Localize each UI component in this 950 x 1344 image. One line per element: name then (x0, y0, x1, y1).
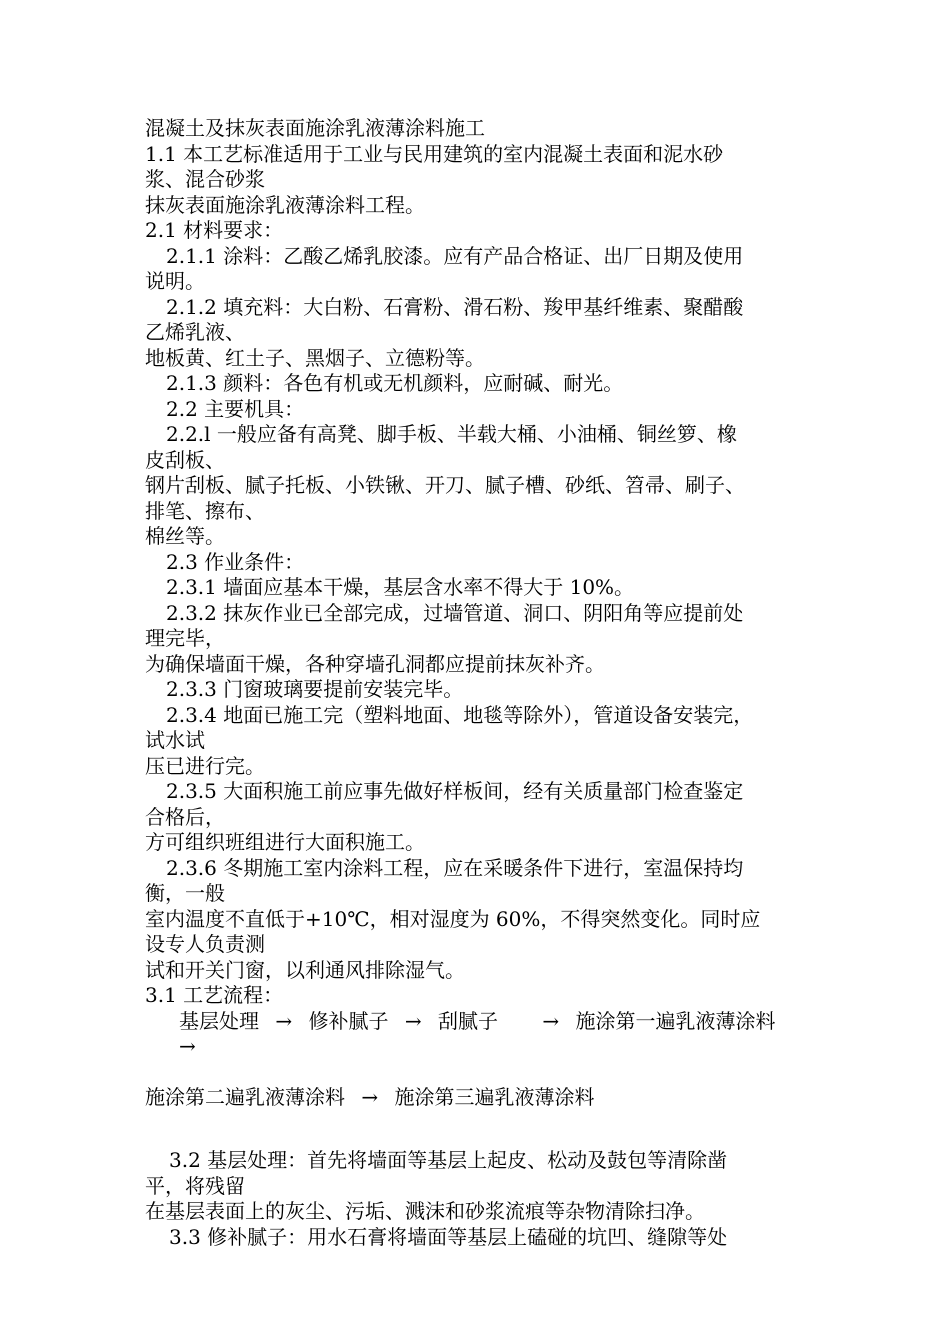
text-line: 皮刮板、 (145, 447, 225, 472)
text-line: 2.3 作业条件： (166, 549, 305, 574)
text-line: 1.1 本工艺标准适用于工业与民用建筑的室内混凝土表面和泥水砂 (145, 141, 724, 166)
text-line: 钢片刮板、腻子托板、小铁锹、开刀、腻子槽、砂纸、笤帚、刷子、 (145, 473, 745, 497)
flow-step: 施涂第二遍乳液薄涂料 (145, 1085, 345, 1109)
text-line: 试水试 (145, 728, 205, 752)
flow-step: 刮腻子 (437, 1008, 498, 1033)
text-line: 2.2.l 一般应备有高凳、脚手板、半载大桶、小油桶、铜丝箩、橡 (166, 422, 737, 446)
text-line: 试和开关门窗，以利通风排除湿气。 (145, 957, 465, 982)
text-line: 浆、混合砂浆 (145, 167, 265, 191)
text-line: 2.3.3 门窗玻璃要提前安装完毕。 (166, 677, 464, 701)
text-line: 在基层表面上的灰尘、污垢、溅沫和砂浆流痕等杂物清除扫净。 (145, 1199, 705, 1223)
text-line: 理完毕， (145, 626, 225, 650)
text-line: 3.2 基层处理：首先将墙面等基层上起皮、松动及鼓包等清除凿 (169, 1148, 728, 1172)
text-line: 2.3.4 地面已施工完（塑料地面、地毯等除外），管道设备安装完， (166, 702, 754, 727)
text-line: 抹灰表面施涂乳液薄涂料工程。 (145, 192, 425, 217)
flow-step: 施涂第三遍乳液薄涂料 (394, 1085, 595, 1109)
text-line: 2.2 主要机具： (166, 396, 305, 421)
flow-arrow: → (361, 1085, 379, 1109)
flow-step: 施涂第一遍乳液薄涂料 (575, 1008, 776, 1033)
text-line: 为确保墙面干燥，各种穿墙孔洞都应提前抹灰补齐。 (145, 651, 605, 676)
blank-line (145, 1060, 835, 1086)
text-line: 室内温度不直低于+10℃，相对湿度为 60%，不得突然变化。同时应 (145, 906, 761, 931)
flow-step: 基层处理 (179, 1008, 259, 1033)
flow-arrow: → (542, 1008, 560, 1033)
paragraph-block (145, 1148, 835, 1250)
flow-arrow: → (179, 1034, 196, 1058)
text-line: 排笔、擦布、 (145, 498, 265, 523)
text-line: 3.1 工艺流程： (145, 983, 284, 1007)
text-line: 压已进行完。 (145, 753, 265, 778)
text-line: 3.3 修补腻子：用水石膏将墙面等基层上磕碰的坑凹、缝隙等处 (169, 1224, 728, 1249)
text-line: 2.3.2 抹灰作业已全部完成，过墙管道、洞口、阴阳角等应提前处 (166, 600, 744, 625)
text-line: 衡，一般 (145, 881, 225, 905)
process-flow-row-2 (145, 1085, 835, 1111)
document-body (145, 116, 835, 1250)
text-line: 说明。 (145, 269, 205, 293)
text-line: 方可组织班组进行大面积施工。 (145, 830, 425, 854)
text-line: 混凝土及抹灰表面施涂乳液薄涂料施工 (145, 116, 485, 140)
paragraph-block (145, 116, 835, 1009)
text-line: 2.3.6 冬期施工室内涂料工程，应在采暖条件下进行，室温保持均 (166, 855, 744, 880)
text-line: 乙烯乳液、 (145, 320, 245, 344)
text-line: 2.1.3 颜料：各色有机或无机颜料，应耐碱、耐光。 (166, 371, 624, 395)
blank-line (145, 1111, 835, 1137)
text-line: 棉丝等。 (145, 524, 225, 548)
text-line: 2.1.1 涂料：乙酸乙烯乳胶漆。应有产品合格证、出厂日期及使用 (166, 243, 744, 268)
text-line: 设专人负责测 (145, 932, 265, 956)
flow-step: 修补腻子 (308, 1008, 389, 1033)
text-line: 2.3.5 大面积施工前应事先做好样板间，经有关质量部门检查鉴定 (166, 779, 744, 803)
process-flow-arrow-wrap (145, 1034, 835, 1060)
text-line: 地板黄、红土子、黑烟子、立德粉等。 (145, 345, 485, 370)
flow-arrow: → (275, 1008, 293, 1033)
flow-arrow: → (404, 1008, 422, 1033)
text-line: 平，将残留 (145, 1173, 245, 1198)
text-line: 2.1.2 填充料：大白粉、石膏粉、滑石粉、羧甲基纤维素、聚醋酸 (166, 294, 744, 319)
text-line: 2.3.1 墙面应基本干燥，基层含水率不得大于 10%。 (166, 575, 635, 599)
process-flow-row-1 (145, 1009, 835, 1035)
text-line: 合格后， (145, 804, 225, 829)
blank-line (145, 1136, 835, 1148)
text-line: 2.1 材料要求： (145, 218, 284, 242)
